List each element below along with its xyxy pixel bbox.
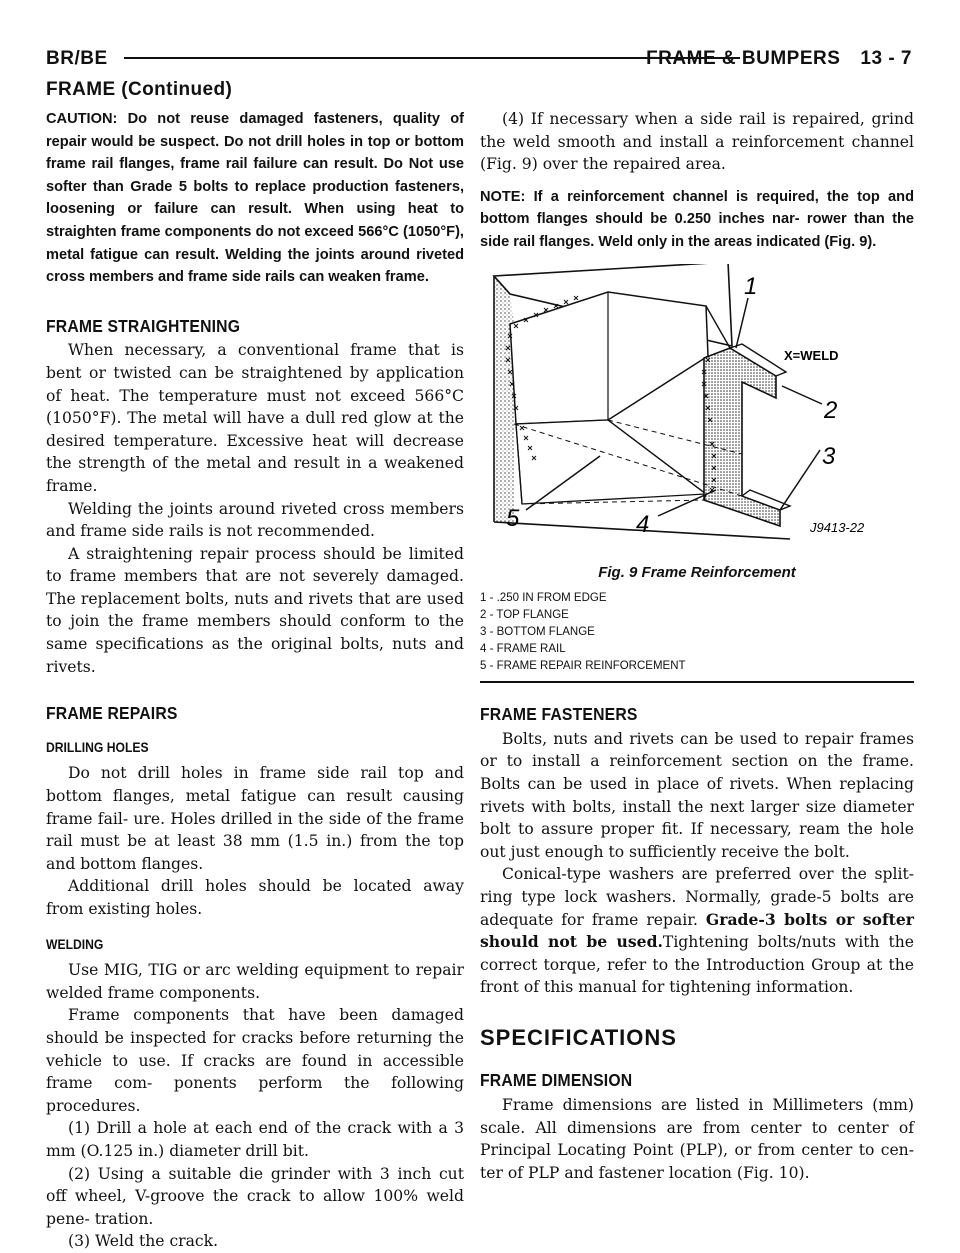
callout-1: 1 [744, 272, 758, 300]
header-section [626, 48, 912, 70]
welding-heading: WELDING [46, 936, 104, 952]
header-model: BR/BE [46, 48, 108, 69]
callout-3: 3 [822, 442, 836, 470]
straightening-paragraph-3: A straightening repair process should be limited to frame members that are not severely damaged. The replacement bolts, nuts and rivets that are used to join the frame members should conform to the same specifications as the original bolts, nuts and rivets. [46, 544, 464, 676]
welding-step-3: (3) Weld the crack. [68, 1232, 219, 1251]
frame-reinforcement-illustration [480, 264, 914, 560]
header-section-title: FRAME & BUMPERS [646, 48, 841, 69]
legend-item: 5 - FRAME REPAIR REINFORCEMENT [480, 660, 686, 673]
welding-paragraph-1: Use MIG, TIG or arc welding equipment to repair welded frame components. [46, 961, 464, 1002]
straightening-paragraph-2: Welding the joints around riveted cross members and frame side rails is not recommended. [46, 499, 464, 541]
straightening-paragraph-1: When necessary, a conventional frame that is bent or twisted can be straightened by application of heat. The temperature must not exceed 566°C (1050°F). The metal will have a dull red glow at the desired temperature. Excessive heat will decrease the strength of the metal and result in a weakened frame. [46, 341, 464, 495]
fasteners-paragraph-2 [480, 863, 914, 999]
frame-fasteners-heading: FRAME FASTENERS [480, 704, 638, 725]
welding-step-1: (1) Drill a hole at each end of the crack with a 3 mm (O.125 in.) diameter drill bit. [46, 1119, 464, 1160]
legend-item: 2 - TOP FLANGE [480, 609, 569, 622]
fasteners-p2-start: Conical-type washers are preferred over the split- ring type lock washers. Normally, grade-5 bolts are adequate for frame repair. [480, 865, 914, 929]
legend-item: 1 - .250 IN FROM EDGE [480, 592, 607, 605]
fasteners-p2-end: Tightening bolts/nuts with the correct torque, refer to the Introduction Group at the front of this manual for tightening information. [480, 933, 914, 997]
dimension-paragraph: Frame dimensions are listed in Millimeters (mm) scale. All dimensions are from center to center of Principal Locating Point (PLP), or from center to cen- ter of PLP and fastener location (Fig. 10). [480, 1096, 914, 1182]
frame-dimension-heading: FRAME DIMENSION [480, 1070, 633, 1091]
figure-frame-reinforcement [480, 264, 914, 684]
legend-item: 4 - FRAME RAIL [480, 643, 566, 656]
callout-5: 5 [506, 504, 520, 532]
drilling-paragraph-1: Do not drill holes in frame side rail top and bottom flanges, metal fatigue can result causing frame fail- ure. Holes drilled in the side of the frame rail must be at least 38 mm (1.5 in.) from the top and bottom flanges. [46, 764, 464, 873]
legend-item: 3 - BOTTOM FLANGE [480, 626, 595, 639]
caution-paragraph: CAUTION: Do not reuse damaged fasteners, quality of repair would be suspect. Do not drill holes in top or bottom frame rail flanges, frame rail failure can result. Do Not use softer than Grade 5 bolts to replace production fasteners, loosening or failure can result. When using heat to straighten frame components do not exceed 566°C (1050°F), metal fatigue can result. Welding the joints around riveted cross members and frame side rails can weaken frame. [46, 111, 464, 286]
welding-step-4: (4) If necessary when a side rail is repaired, grind the weld smooth and install a reinforcement channel (Fig. 9) over the repaired area. [480, 110, 914, 174]
header-page-number: 13 - 7 [860, 48, 912, 69]
fasteners-paragraph-1: Bolts, nuts and rivets can be used to repair frames or to install a reinforcement section on the frame. Bolts can be used in place of rivets. When replacing rivets with bolts, install the next larger size diameter bolt to assure proper fit. If necessary, ream the hole out just enough to sufficiently receive the bolt. [480, 729, 914, 861]
figure-code: J9413-22 [810, 519, 865, 535]
left-column [46, 108, 464, 1253]
frame-repairs-heading: FRAME REPAIRS [46, 703, 178, 724]
welding-step-2: (2) Using a suitable die grinder with 3 inch cut off wheel, V-groove the crack to allow 100% weld pene- tration. [46, 1164, 464, 1228]
callout-2: 2 [824, 396, 838, 424]
drilling-paragraph-2: Additional drill holes should be located away from existing holes. [46, 877, 464, 918]
right-column [480, 108, 914, 1184]
fasteners-p2-warning: Grade-3 bolts or softer should not be used. [480, 909, 914, 952]
figure-caption: Fig. 9 Frame Reinforcement [598, 563, 796, 581]
frame-straightening-heading: FRAME STRAIGHTENING [46, 315, 241, 336]
callout-4: 4 [636, 510, 650, 538]
weld-legend-label: X=WELD [784, 347, 839, 363]
note-paragraph: NOTE: If a reinforcement channel is required, the top and bottom flanges should be 0.250 inches nar- rower than the side rail flanges. Weld only in the areas indicated (Fig. 9). [480, 188, 914, 250]
drilling-holes-heading: DRILLING HOLES [46, 739, 149, 755]
welding-paragraph-2: Frame components that have been damaged should be inspected for cracks before returning the vehicle to use. If cracks are found in accessible frame com- ponents perform the following procedures. [46, 1006, 464, 1115]
specifications-heading: SPECIFICATIONS [480, 1024, 677, 1050]
continued-title: FRAME (Continued) [46, 79, 233, 100]
figure-legend [480, 590, 914, 683]
